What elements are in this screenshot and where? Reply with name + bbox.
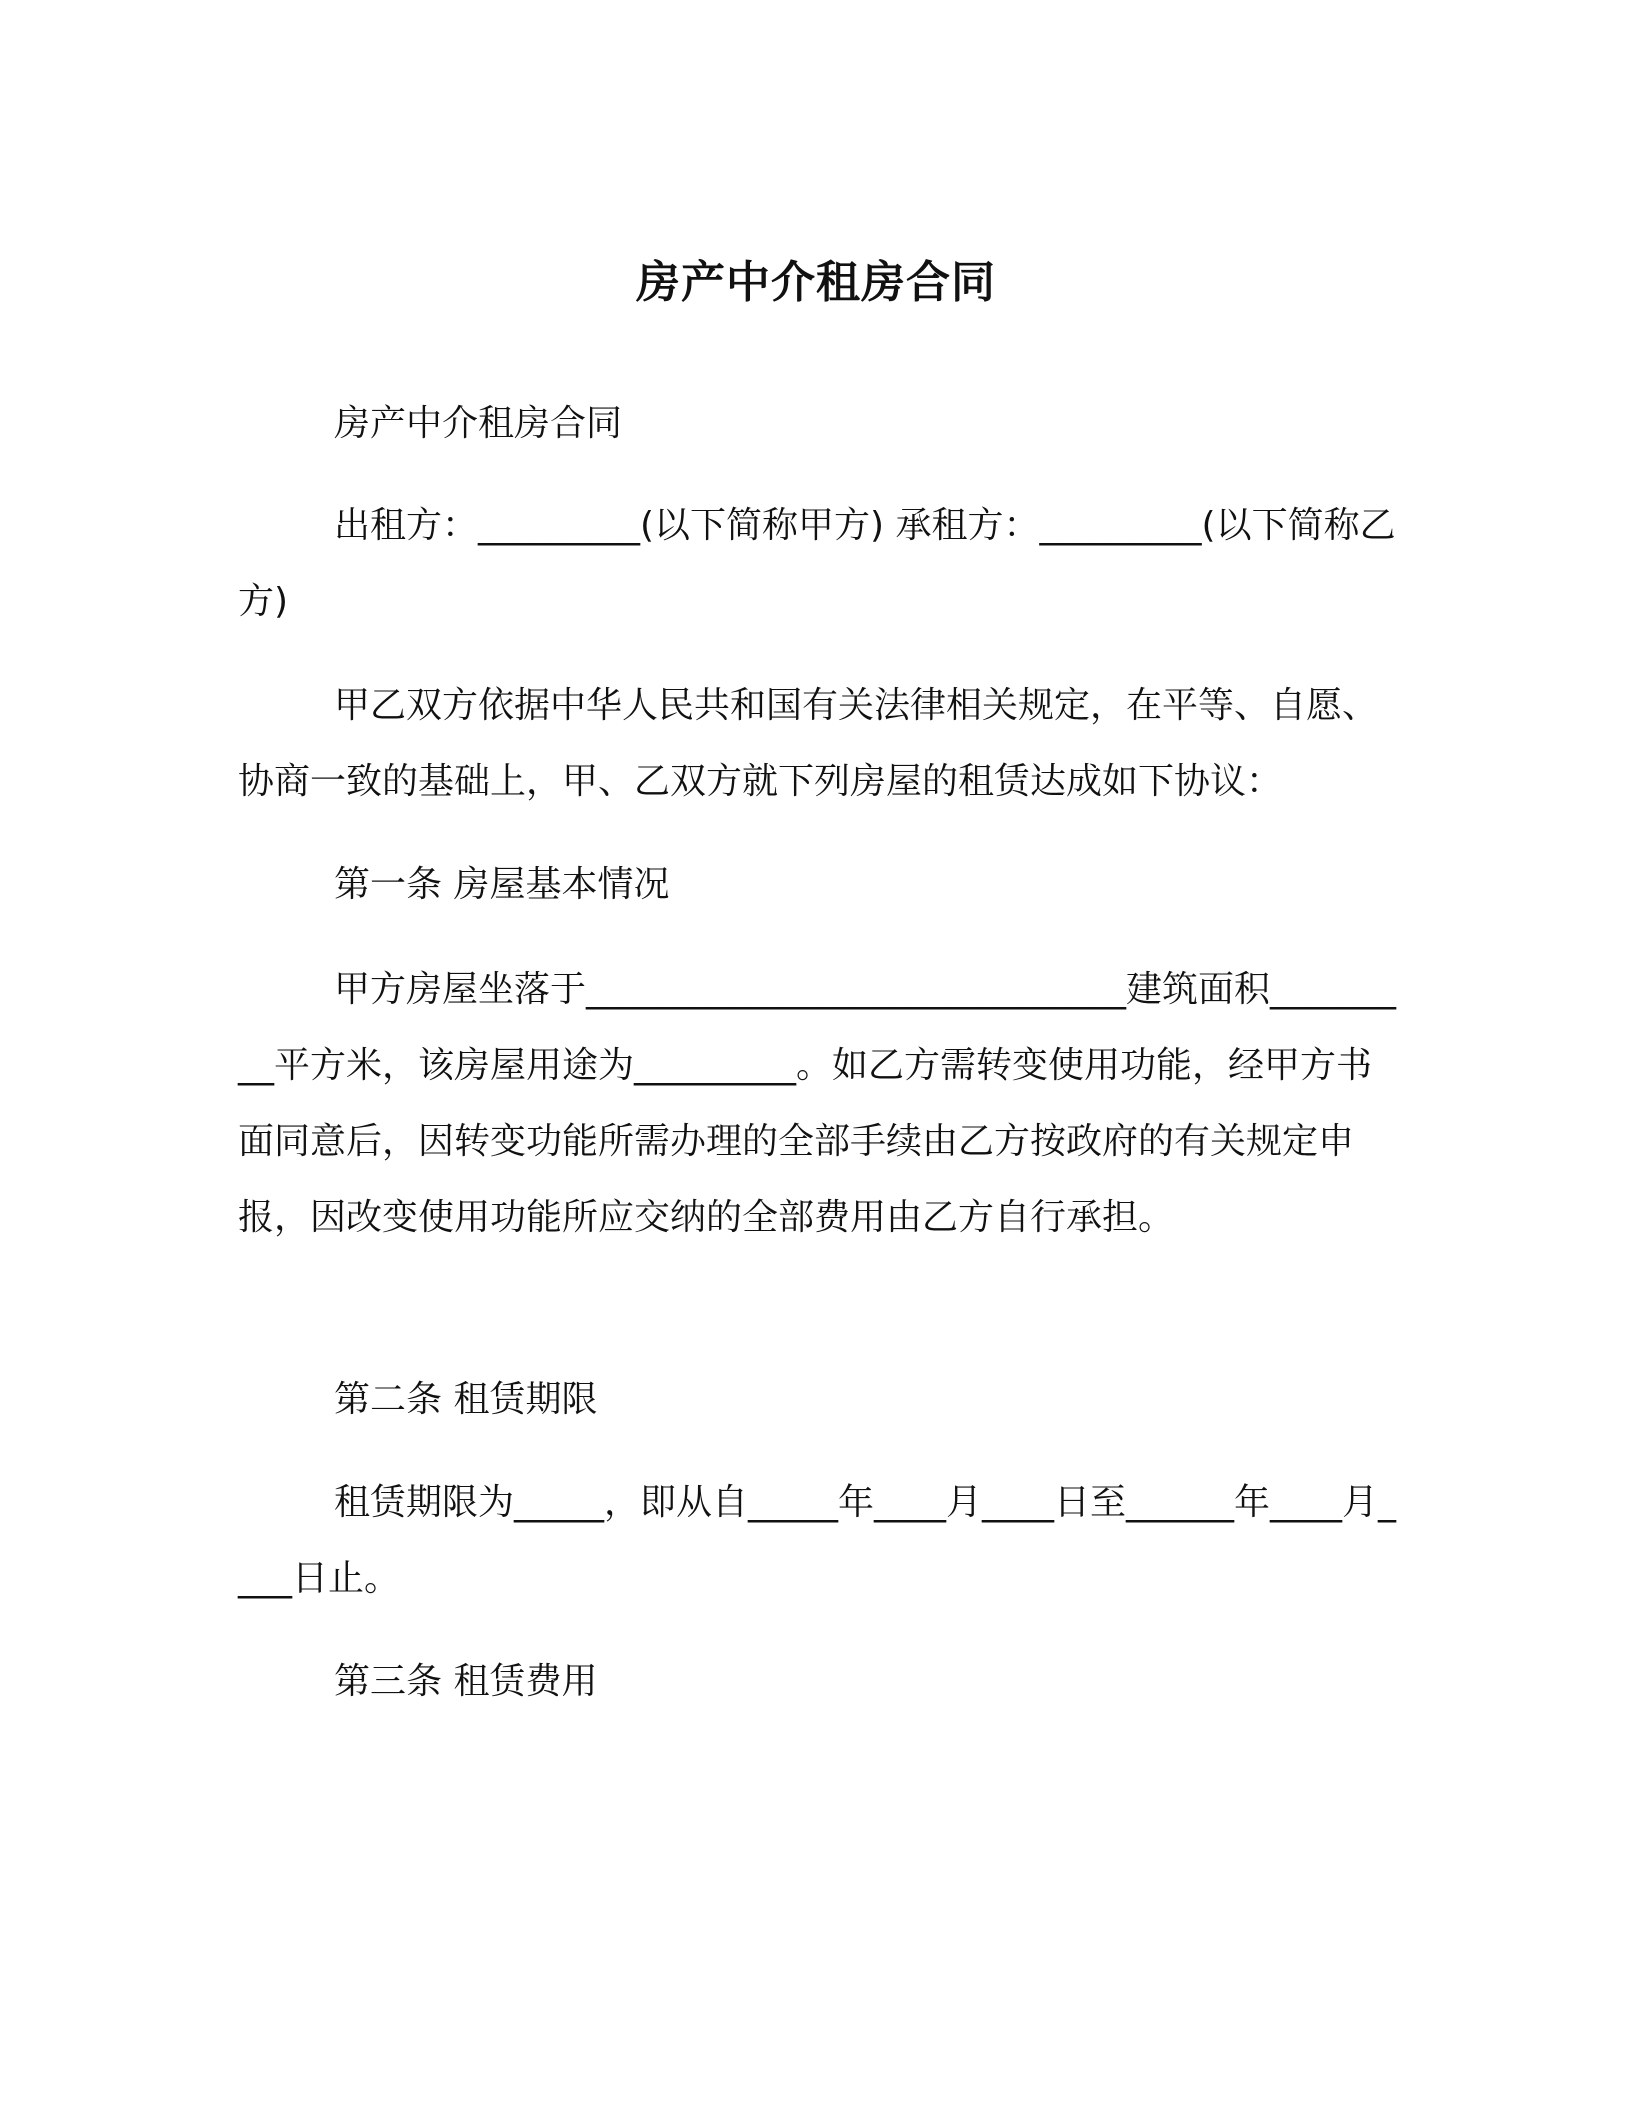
article2-heading: 第二条 租赁期限	[334, 1379, 598, 1420]
article2-body: 租赁期限为_____，即从自_____年____月____日至______年____月____日止。	[238, 1482, 1397, 1599]
article3-heading: 第三条 租赁费用	[334, 1661, 598, 1702]
preamble-paragraph: 甲乙双方依据中华人民共和国有关法律相关规定，在平等、自愿、协商一致的基础上，甲、乙双方就下列房屋的租赁达成如下协议：	[238, 685, 1379, 802]
article1-body: 甲方房屋坐落于______________________________建筑面积_________平方米，该房屋用途为_________。如乙方需转变使用功能，经甲方书面同意后，因转变功能所需办理的全部手续由乙方按政府的有关规定申报，因改变使用功能所应交纳的全部费用由乙方自行承担。	[238, 969, 1397, 1238]
document-subtitle: 房产中介租房合同	[334, 403, 623, 444]
document-title: 房产中介租房合同	[636, 257, 996, 309]
article1-heading: 第一条 房屋基本情况	[334, 864, 670, 905]
parties-paragraph: 出租方：_________(以下简称甲方) 承租方：_________(以下简称乙方)	[238, 505, 1396, 622]
